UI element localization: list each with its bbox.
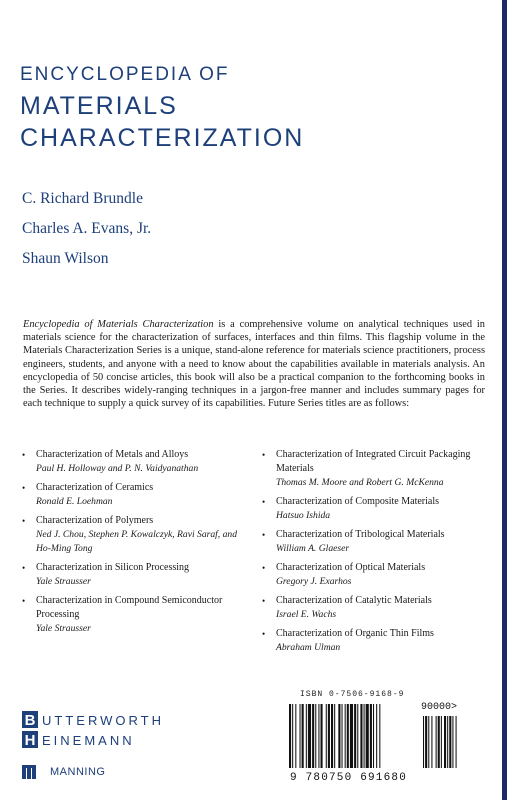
barcode-bar	[289, 704, 291, 768]
barcode-bar	[295, 704, 296, 768]
manning-label: MANNING	[50, 766, 106, 778]
series-item	[22, 514, 247, 556]
series-item-author: Abraham Ulman	[276, 642, 341, 653]
series-item	[262, 594, 487, 622]
barcode-addon-bar	[452, 716, 453, 768]
barcode-addon-bar	[456, 716, 457, 768]
barcode-bar	[376, 704, 377, 768]
series-item	[22, 561, 247, 589]
series-item	[22, 594, 247, 636]
barcode-bar	[300, 704, 301, 768]
series-item-author: Thomas M. Moore and Robert G. McKenna	[276, 477, 444, 488]
series-item-title: Characterization in Silicon Processing	[36, 562, 190, 573]
series-item-title: Characterization of Integrated Circuit Packaging Materials	[276, 449, 471, 474]
series-item	[262, 528, 487, 556]
title-main	[20, 90, 304, 154]
bullet-icon: •	[262, 450, 266, 460]
barcode-bar	[370, 704, 372, 768]
barcode-bar	[312, 704, 314, 768]
series-item-author: Ronald E. Loehman	[36, 496, 113, 507]
barcode-bar	[357, 704, 358, 768]
barcode-bar	[360, 704, 362, 768]
bullet-icon: •	[262, 629, 266, 639]
barcode-ean-digits: 9 780750 691680	[290, 772, 408, 784]
barcode-bar	[306, 704, 307, 768]
bullet-icon: •	[262, 530, 266, 540]
series-item-author: Yale Strausser	[36, 576, 91, 587]
cover-edge-strip	[502, 0, 507, 800]
barcode-bar	[342, 704, 343, 768]
barcode-addon-bar	[444, 716, 446, 768]
series-item	[262, 627, 487, 655]
barcode-bar	[347, 704, 349, 768]
barcode-bar	[302, 704, 304, 768]
barcode-addon-bar	[449, 716, 451, 768]
title-line-1: ENCYCLOPEDIA OF	[20, 64, 230, 85]
series-item	[22, 481, 247, 509]
manning-mark-icon	[22, 765, 40, 779]
series-item-author: Paul H. Holloway and P. N. Vaidyanathan	[36, 463, 199, 474]
bullet-icon: •	[262, 563, 266, 573]
barcode-bar	[350, 704, 353, 768]
bullet-icon: •	[22, 516, 26, 526]
barcode-addon-bar	[438, 716, 440, 768]
series-item-title: Characterization of Tribological Materials	[276, 529, 445, 540]
series-item	[262, 561, 487, 589]
series-item-title: Characterization of Optical Materials	[276, 562, 426, 573]
barcode-bar	[331, 704, 333, 768]
series-list-left	[22, 448, 247, 641]
barcode-addon-bar	[436, 716, 437, 768]
author-2: Charles A. Evans, Jr.	[22, 220, 152, 237]
barcode-bar	[334, 704, 335, 768]
manning-logo	[22, 765, 105, 779]
description-text: is a comprehensive volume on analytical techniques used in materials science for the characterization of surfaces, interfaces and thin films. This flagship volume in the Materials Characterization Series is a unique, stand-alone reference for materials science practitioners, process engineers, students, and anyone with a need to know about the capabilities available in materials analysis. An encyclopedia of 50 concise articles, this book will also be a practical companion to the forthcoming books in the Series. It describes widely-ranging techniques in a jargon-free manner and includes summary pages for each technique to supply a quick survey of its capabilities. Future Series titles are as follows:	[23, 319, 485, 410]
series-item-title: Characterization of Composite Materials	[276, 496, 440, 507]
author-3: Shaun Wilson	[22, 250, 109, 267]
butterworth-heinemann-logo	[22, 711, 212, 754]
series-item-title: Characterization in Compound Semiconductor Processing	[36, 595, 223, 620]
series-item	[22, 448, 247, 476]
bullet-icon: •	[262, 497, 266, 507]
barcode-bar	[366, 704, 369, 768]
barcode-bar	[292, 704, 293, 768]
barcode-bar	[315, 704, 316, 768]
barcode-bar	[318, 704, 319, 768]
series-item-title: Characterization of Metals and Alloys	[36, 449, 189, 460]
series-list-right	[262, 448, 487, 660]
bullet-icon: •	[22, 483, 26, 493]
barcode-bar	[338, 704, 340, 768]
bh-letter-b: B	[24, 712, 36, 729]
isbn-label: ISBN 0-7506-9168-9	[300, 690, 405, 699]
bullet-icon: •	[22, 596, 26, 606]
series-item-author: Hatsuo Ishida	[276, 510, 331, 521]
series-item-title: Characterization of Catalytic Materials	[276, 595, 432, 606]
series-item	[262, 495, 487, 523]
bullet-icon: •	[262, 596, 266, 606]
barcode-bar	[328, 704, 330, 768]
barcode-bar	[308, 704, 311, 768]
barcode-bar	[364, 704, 365, 768]
barcode-addon-bar	[447, 716, 448, 768]
barcode-addon-bar	[431, 716, 432, 768]
barcode-addon-bar	[428, 716, 429, 768]
barcode-bar	[326, 704, 327, 768]
series-item-author: Ned J. Chou, Stephen P. Kowalczyk, Ravi Saraf, and Ho-Ming Tong	[36, 529, 237, 554]
barcode-bar	[379, 704, 380, 768]
barcode-addon-bar	[441, 716, 442, 768]
barcode-bar	[354, 704, 356, 768]
bullet-icon: •	[22, 563, 26, 573]
title-line-3: CHARACTERIZATION	[20, 124, 305, 152]
series-item-title: Characterization of Organic Thin Films	[276, 628, 434, 639]
book-description	[23, 318, 485, 410]
series-item-title: Characterization of Polymers	[36, 515, 154, 526]
bh-line-2: EINEMANN	[42, 733, 135, 748]
series-item	[262, 448, 487, 490]
series-item-author: Yale Strausser	[36, 623, 91, 634]
barcode-addon-bar	[423, 716, 424, 768]
barcode-bar	[345, 704, 346, 768]
author-list	[22, 187, 151, 277]
barcode-addon-bar	[425, 716, 427, 768]
bh-letter-h: H	[24, 732, 36, 749]
barcode-bar	[321, 704, 323, 768]
bh-line-1: UTTERWORTH	[42, 713, 164, 728]
barcode-addon-digits: 90000>	[421, 702, 458, 713]
bullet-icon: •	[22, 450, 26, 460]
series-item-author: Gregory J. Exarhos	[276, 576, 352, 587]
title-line-2: MATERIALS	[20, 92, 178, 120]
author-1: C. Richard Brundle	[22, 190, 143, 207]
series-item-author: William A. Glaeser	[276, 543, 350, 554]
series-item-title: Characterization of Ceramics	[36, 482, 154, 493]
barcode-bar	[373, 704, 374, 768]
series-item-author: Israel E. Wachs	[276, 609, 337, 620]
description-book-title: Encyclopedia of Materials Characterization	[23, 319, 214, 330]
